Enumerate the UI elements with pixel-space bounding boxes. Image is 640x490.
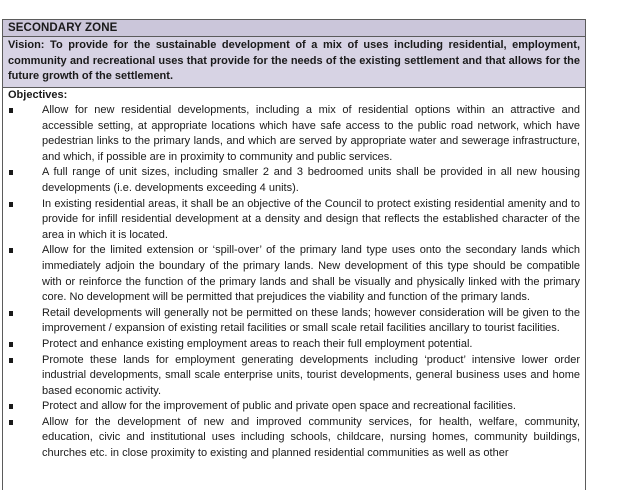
- bullet-icon: [9, 202, 13, 207]
- objective-item: [8, 103, 580, 165]
- objective-text: Allow for the development of new and improved community services, for health, welfare, community, education, civic and institutional uses including schools, childcare, nursing homes, community buildings, churches etc. in close proximity to existing and planned residential communities as well as other: [42, 415, 580, 460]
- objective-item: [8, 337, 580, 353]
- bullet-icon: [9, 420, 13, 425]
- bullet-icon: [9, 311, 13, 316]
- objective-text: Promote these lands for employment generating developments including ‘product’ intensive lower order industrial developments, small scale enterprise units, tourist developments, general business uses and home based economic activity.: [42, 353, 580, 397]
- objectives-heading: Objectives:: [8, 88, 68, 101]
- bullet-icon: [9, 358, 13, 363]
- objective-item: [8, 243, 580, 305]
- bullet-icon: [9, 108, 13, 113]
- secondary-zone-table: [2, 19, 586, 490]
- zone-title: SECONDARY ZONE: [3, 20, 585, 37]
- objectives-list: [8, 103, 580, 462]
- objective-item: [8, 197, 580, 244]
- bullet-icon: [9, 342, 13, 347]
- objective-text: A full range of unit sizes, including smaller 2 and 3 bedroomed units shall be provided in all new housing developments (i.e. developments exceeding 4 units).: [42, 166, 580, 194]
- objective-text: Protect and enhance existing employment areas to reach their full employment potential.: [42, 337, 473, 350]
- objectives-section: [3, 88, 585, 462]
- objective-item: [8, 415, 580, 462]
- bullet-icon: [9, 170, 13, 175]
- objective-item: [8, 306, 580, 337]
- objective-text: Allow for the limited extension or ‘spill-over’ of the primary land type uses onto the secondary lands which immediately adjoin the boundary of the primary lands. New development of this type should be compatible with or reinforce the function of the primary lands and shall be visually and physically linked with the primary core. No development will be permitted that prejudices the viability and function of the primary lands.: [42, 244, 580, 304]
- objective-text: Allow for new residential developments, including a mix of residential options within an attractive and accessible setting, at appropriate locations which have safe access to the public road network, which have pedestrian links to the primary lands, and which are served by appropriate water and sewerage infrastructure, and which, if possible are in proximity to community and public services.: [42, 104, 580, 163]
- objective-item: [8, 165, 580, 196]
- objective-text: In existing residential areas, it shall be an objective of the Council to protect existing residential amenity and to provide for infill residential development at a density and design that reflects the established character of the area in which it is located.: [42, 197, 580, 241]
- bullet-icon: [9, 404, 13, 409]
- objective-item: [8, 353, 580, 400]
- objective-text: Protect and allow for the improvement of public and private open space and recreational facilities.: [42, 400, 516, 413]
- bullet-icon: [9, 248, 13, 253]
- objective-item: [8, 399, 580, 415]
- vision-statement: Vision: To provide for the sustainable development of a mix of uses including residential, employment, community and recreational uses that provide for the needs of the existing settlement and that allows for the future growth of the settlement.: [3, 37, 585, 88]
- objective-text: Retail developments will generally not be permitted on these lands; however consideration will be given to the improvement / expansion of existing retail facilities or small scale retail facilities ancillary to tourist facilities.: [42, 306, 580, 335]
